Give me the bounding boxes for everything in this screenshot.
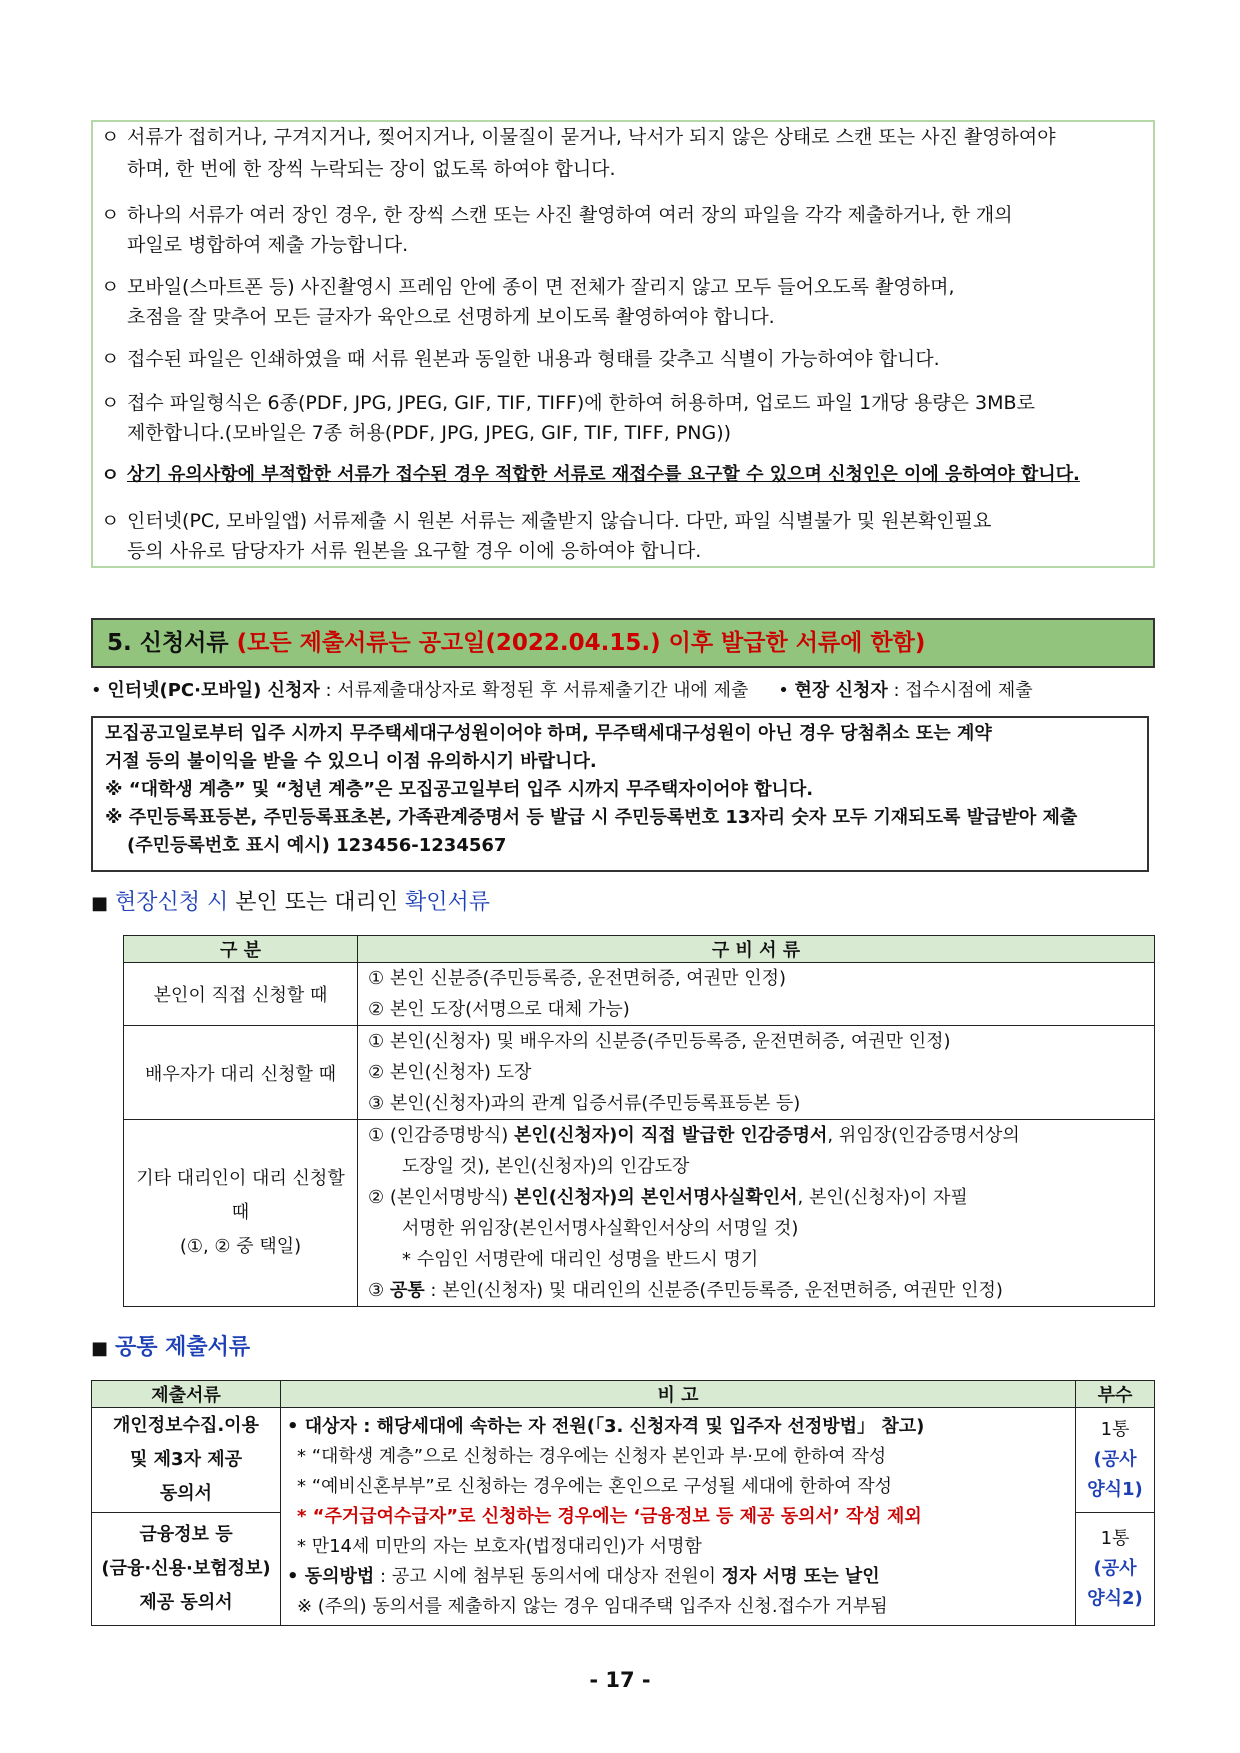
warning-box [91, 716, 1149, 872]
count-text: 1통 [1100, 1528, 1130, 1549]
doc-name [92, 1408, 281, 1513]
section-subtitle: (모든 제출서류는 공고일(2022.04.15.) 이후 발급한 서류에 한함) [236, 630, 926, 656]
onsite-applicant-label: 현장 신청자 [794, 680, 888, 701]
bullet-marker: ㅇ [101, 204, 120, 226]
doc-name-line: 및 제3자 제공 [130, 1449, 242, 1470]
notice-line: 접수 파일형식은 6종(PDF, JPG, JPEG, GIF, TIF, TIFF)에 한하여 허용하며, 업로드 파일 1개당 용량은 3MB로 [127, 392, 1035, 414]
doc-name-line: (금융·신용·보험정보) [101, 1558, 271, 1579]
form-label: (공사 [1093, 1558, 1137, 1579]
note-line: * “예비신혼부부”로 신청하는 경우에는 혼인으로 구성될 세대에 한하여 작성 [297, 1475, 893, 1497]
heading-part: 확인서류 [405, 890, 491, 915]
notice-line: 모바일(스마트폰 등) 사진촬영시 프레임 안에 종이 면 전체가 잘리지 않고 모두 들어오도록 촬영하며, [127, 276, 955, 298]
doc-line: ② 본인 도장(서명으로 대체 가능) [368, 999, 630, 1020]
doc-line: ③ 본인(신청자)과의 관계 입증서류(주민등록표등본 등) [368, 1093, 801, 1114]
doc-line: ② 본인(신청자) 도장 [368, 1062, 532, 1083]
doc-name-line: 동의서 [159, 1483, 213, 1504]
warning-line: (주민등록번호 표시 예시) 123456-1234567 [127, 835, 507, 856]
warning-line: ※ “대학생 계층” 및 “청년 계층”은 모집공고일부터 입주 시까지 무주택자이어야 합니다. [105, 779, 814, 800]
doc-line: ① 본인 신분증(주민등록증, 운전면허증, 여권만 인정) [368, 968, 786, 989]
bullet-marker: ㅇ [101, 348, 120, 370]
doc-line: 도장일 것), 본인(신청자)의 인감도장 [402, 1156, 690, 1177]
doc-name-line: 제공 동의서 [139, 1592, 233, 1613]
notice-line: 제한합니다.(모바일은 7종 허용(PDF, JPG, JPEG, GIF, TIF, TIFF, PNG)) [127, 422, 732, 444]
row-category: 배우자가 대리 신청할 때 [124, 1026, 358, 1120]
heading-part: 공통 제출서류 [115, 1335, 251, 1360]
heading-part: 현장신청 시 [115, 890, 229, 915]
doc-name-line: 개인정보수집.이용 [113, 1415, 259, 1436]
note-text: : 공고 시에 첨부된 동의서에 대상자 전원이 [374, 1565, 722, 1587]
doc-line: * 수임인 서명란에 대리인 성명을 반드시 명기 [402, 1249, 759, 1270]
warning-line: 모집공고일로부터 입주 시까지 무주택세대구성원이어야 하며, 무주택세대구성원이 아닌 경우 당첨취소 또는 계약 [105, 723, 992, 744]
notice-line: 하나의 서류가 여러 장인 경우, 한 장씩 스캔 또는 사진 촬영하여 여러 장의 파일을 각각 제출하거나, 한 개의 [127, 204, 1013, 226]
heading-part: 본인 또는 대리인 [228, 890, 406, 915]
note-line: ※ (주의) 동의서를 제출하지 않는 경우 임대주택 입주자 신청.접수가 거부됨 [297, 1595, 888, 1617]
doc-text-bold: 공통 [389, 1280, 425, 1301]
notice-line: 서류가 접히거나, 구겨지거나, 찢어지거나, 이물질이 묻거나, 낙서가 되지 않은 상태로 스캔 또는 사진 촬영하여야 [127, 126, 1056, 148]
square-bullet-icon: ■ [91, 1338, 109, 1359]
doc-text: , 본인(신청자)이 자필 [797, 1187, 968, 1208]
category-line: 기타 대리인이 대리 신청할 때 [136, 1168, 345, 1223]
notice-line: 상기 유의사항에 부적합한 서류가 접수된 경우 적합한 서류로 재접수를 요구할 수 있으며 신청인은 이에 응하여야 합니다. [127, 464, 1080, 485]
warning-line: ※ 주민등록표등본, 주민등록표초본, 가족관계증명서 등 발급 시 주민등록번호 13자리 숫자 모두 기재되도록 발급받아 제출 [105, 807, 1078, 828]
form-label: 양식2) [1087, 1588, 1143, 1609]
section-heading-common-docs [91, 1333, 250, 1364]
doc-text: : 본인(신청자) 및 대리인의 신분증(주민등록증, 운전면허증, 여권만 인정) [424, 1280, 1003, 1301]
column-header: 제출서류 [92, 1381, 281, 1408]
notice-line: 파일로 병합하여 제출 가능합니다. [127, 234, 409, 256]
doc-name [92, 1513, 281, 1626]
doc-text: ① (인감증명방식) [368, 1125, 514, 1146]
bullet-marker: ㅇ [101, 464, 120, 486]
bullet-marker: ㅇ [101, 126, 120, 148]
doc-text-bold: 본인(신청자)의 본인서명사실확인서 [513, 1187, 798, 1208]
notice-line: 인터넷(PC, 모바일앱) 서류제출 시 원본 서류는 제출받지 않습니다. 다만, 파일 식별불가 및 원본확인필요 [127, 510, 992, 532]
section-header [91, 618, 1155, 668]
row-docs [358, 963, 1155, 1026]
note-line: * 만14세 미만의 자는 보호자(법정대리인)가 서명함 [297, 1535, 702, 1557]
notice-line: 접수된 파일은 인쇄하였을 때 서류 원본과 동일한 내용과 형태를 갖추고 식별이 가능하여야 합니다. [127, 348, 940, 370]
doc-name-line: 금융정보 등 [139, 1524, 233, 1545]
square-bullet-icon: ■ [91, 893, 109, 914]
doc-text: ③ [368, 1280, 390, 1301]
note-text-bold: 정자 서명 또는 날인 [721, 1565, 880, 1587]
doc-count [1076, 1513, 1155, 1626]
doc-count [1076, 1408, 1155, 1513]
column-header: 비 고 [281, 1381, 1076, 1408]
table-header-row [124, 936, 1155, 963]
row-category [124, 1120, 358, 1307]
category-line: (①, ② 중 택일) [179, 1236, 302, 1257]
confirm-docs-table [123, 935, 1155, 1307]
section-title: 5. 신청서류 [107, 630, 229, 656]
note-line-highlight: * “주거급여수급자”로 신청하는 경우에는 ‘금융정보 등 제공 동의서’ 작성 제외 [297, 1505, 922, 1527]
bullet-marker: ㅇ [101, 276, 120, 298]
notice-line: 초점을 잘 맞추어 모든 글자가 육안으로 선명하게 보이도록 촬영하여야 합니다. [127, 306, 775, 328]
notice-box [91, 120, 1155, 568]
note-line: * “대학생 계층”으로 신청하는 경우에는 신청자 본인과 부·모에 한하여 작성 [297, 1445, 887, 1467]
doc-notes [281, 1408, 1076, 1626]
doc-line: 서명한 위임장(본인서명사실확인서상의 서명일 것) [402, 1218, 799, 1239]
table-row [124, 1120, 1155, 1307]
online-applicant-label: 인터넷(PC·모바일) 신청자 [107, 680, 320, 701]
bullet-marker: ㅇ [101, 392, 120, 414]
onsite-applicant-text: : 접수시점에 제출 [887, 680, 1033, 701]
page-number: - 17 - [589, 1668, 651, 1692]
table-row [124, 963, 1155, 1026]
doc-line: ① 본인(신청자) 및 배우자의 신분증(주민등록증, 운전면허증, 여권만 인정) [368, 1031, 951, 1052]
row-category: 본인이 직접 신청할 때 [124, 963, 358, 1026]
note-text-bold: • 동의방법 [287, 1565, 375, 1587]
table-row [124, 1026, 1155, 1120]
notice-line: 하며, 한 번에 한 장씩 누락되는 장이 없도록 하여야 합니다. [127, 158, 616, 180]
section-heading-confirm-docs [91, 888, 490, 919]
count-text: 1통 [1100, 1419, 1130, 1440]
common-docs-table [91, 1380, 1155, 1626]
doc-text: , 위임장(인감증명서상의 [827, 1125, 1020, 1146]
table-header-row [92, 1381, 1155, 1408]
form-label: (공사 [1093, 1449, 1137, 1470]
table-row [92, 1408, 1155, 1513]
column-header: 구 비 서 류 [358, 936, 1155, 963]
bullet-marker: ㅇ [101, 510, 120, 532]
doc-text-bold: 본인(신청자)이 직접 발급한 인감증명서 [513, 1125, 828, 1146]
note-text: 해당세대에 속하는 자 전원(「3. 신청자격 및 입주자 선정방법」 참고) [376, 1415, 925, 1437]
row-docs [358, 1120, 1155, 1307]
form-label: 양식1) [1087, 1479, 1143, 1500]
row-docs [358, 1026, 1155, 1120]
note-text: • 대상자 : [287, 1415, 377, 1437]
doc-text: ② (본인서명방식) [368, 1187, 514, 1208]
warning-line: 거절 등의 불이익을 받을 수 있으니 이점 유의하시기 바랍니다. [105, 751, 597, 772]
column-header: 부수 [1076, 1381, 1155, 1408]
applicant-bullets: • 인터넷(PC·모바일) 신청자 : 서류제출대상자로 확정된 후 서류제출기간 내에 제출 • 현장 신청자 : 접수시점에 제출 [91, 680, 1033, 701]
column-header: 구 분 [124, 936, 358, 963]
notice-line: 등의 사유로 담당자가 서류 원본을 요구할 경우 이에 응하여야 합니다. [127, 540, 702, 562]
online-applicant-text: : 서류제출대상자로 확정된 후 서류제출기간 내에 제출 [319, 680, 749, 701]
